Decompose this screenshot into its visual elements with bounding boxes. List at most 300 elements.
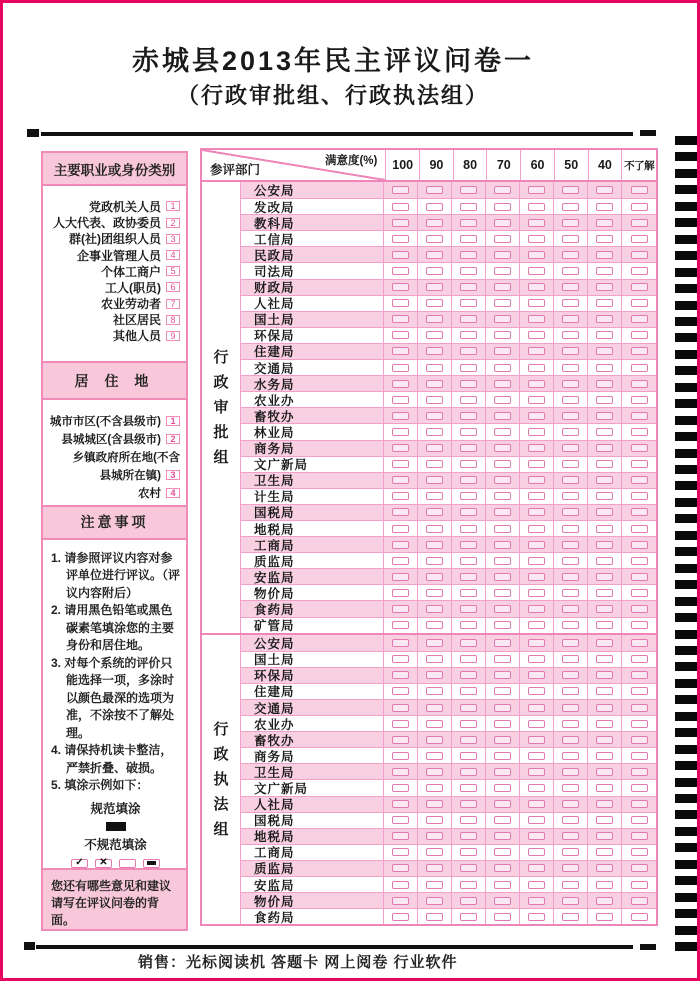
occupation-code-bubble[interactable]: 4 xyxy=(166,250,180,260)
satisfaction-checkbox[interactable] xyxy=(460,396,477,404)
satisfaction-checkbox[interactable] xyxy=(460,864,477,872)
satisfaction-checkbox[interactable] xyxy=(596,864,613,872)
satisfaction-checkbox[interactable] xyxy=(392,283,409,291)
occupation-code-bubble[interactable]: 1 xyxy=(166,201,180,211)
satisfaction-checkbox[interactable] xyxy=(596,573,613,581)
satisfaction-checkbox[interactable] xyxy=(460,331,477,339)
satisfaction-checkbox[interactable] xyxy=(631,299,648,307)
satisfaction-checkbox[interactable] xyxy=(562,235,579,243)
satisfaction-checkbox[interactable] xyxy=(426,219,443,227)
satisfaction-checkbox[interactable] xyxy=(631,573,648,581)
satisfaction-checkbox[interactable] xyxy=(631,621,648,629)
satisfaction-checkbox[interactable] xyxy=(562,444,579,452)
satisfaction-checkbox[interactable] xyxy=(562,251,579,259)
satisfaction-checkbox[interactable] xyxy=(596,186,613,194)
satisfaction-checkbox[interactable] xyxy=(494,541,511,549)
satisfaction-checkbox[interactable] xyxy=(528,283,545,291)
satisfaction-checkbox[interactable] xyxy=(494,621,511,629)
satisfaction-checkbox[interactable] xyxy=(562,428,579,436)
satisfaction-checkbox[interactable] xyxy=(460,704,477,712)
satisfaction-checkbox[interactable] xyxy=(631,283,648,291)
satisfaction-checkbox[interactable] xyxy=(494,476,511,484)
satisfaction-checkbox[interactable] xyxy=(494,283,511,291)
satisfaction-checkbox[interactable] xyxy=(562,396,579,404)
satisfaction-checkbox[interactable] xyxy=(392,655,409,663)
satisfaction-checkbox[interactable] xyxy=(426,283,443,291)
satisfaction-checkbox[interactable] xyxy=(528,508,545,516)
residence-code-bubble[interactable]: 4 xyxy=(166,488,180,498)
satisfaction-checkbox[interactable] xyxy=(528,752,545,760)
satisfaction-checkbox[interactable] xyxy=(528,460,545,468)
satisfaction-checkbox[interactable] xyxy=(392,541,409,549)
satisfaction-checkbox[interactable] xyxy=(426,589,443,597)
satisfaction-checkbox[interactable] xyxy=(528,428,545,436)
satisfaction-checkbox[interactable] xyxy=(426,476,443,484)
satisfaction-checkbox[interactable] xyxy=(562,800,579,808)
satisfaction-checkbox[interactable] xyxy=(562,573,579,581)
satisfaction-checkbox[interactable] xyxy=(631,816,648,824)
satisfaction-checkbox[interactable] xyxy=(426,655,443,663)
satisfaction-checkbox[interactable] xyxy=(562,784,579,792)
satisfaction-checkbox[interactable] xyxy=(392,897,409,905)
satisfaction-checkbox[interactable] xyxy=(460,428,477,436)
satisfaction-checkbox[interactable] xyxy=(460,752,477,760)
satisfaction-checkbox[interactable] xyxy=(426,768,443,776)
satisfaction-checkbox[interactable] xyxy=(562,315,579,323)
satisfaction-checkbox[interactable] xyxy=(528,655,545,663)
satisfaction-checkbox[interactable] xyxy=(562,655,579,663)
satisfaction-checkbox[interactable] xyxy=(631,913,648,921)
satisfaction-checkbox[interactable] xyxy=(631,704,648,712)
satisfaction-checkbox[interactable] xyxy=(528,800,545,808)
satisfaction-checkbox[interactable] xyxy=(460,525,477,533)
satisfaction-checkbox[interactable] xyxy=(528,444,545,452)
satisfaction-checkbox[interactable] xyxy=(528,784,545,792)
satisfaction-checkbox[interactable] xyxy=(562,541,579,549)
satisfaction-checkbox[interactable] xyxy=(494,913,511,921)
satisfaction-checkbox[interactable] xyxy=(426,315,443,323)
satisfaction-checkbox[interactable] xyxy=(494,897,511,905)
satisfaction-checkbox[interactable] xyxy=(596,235,613,243)
satisfaction-checkbox[interactable] xyxy=(562,186,579,194)
satisfaction-checkbox[interactable] xyxy=(494,671,511,679)
satisfaction-checkbox[interactable] xyxy=(392,768,409,776)
satisfaction-checkbox[interactable] xyxy=(562,864,579,872)
satisfaction-checkbox[interactable] xyxy=(460,589,477,597)
satisfaction-checkbox[interactable] xyxy=(562,557,579,565)
satisfaction-checkbox[interactable] xyxy=(596,671,613,679)
satisfaction-checkbox[interactable] xyxy=(392,671,409,679)
satisfaction-checkbox[interactable] xyxy=(460,784,477,792)
satisfaction-checkbox[interactable] xyxy=(528,315,545,323)
residence-code-bubble[interactable]: 2 xyxy=(166,434,180,444)
satisfaction-checkbox[interactable] xyxy=(562,736,579,744)
satisfaction-checkbox[interactable] xyxy=(494,784,511,792)
satisfaction-checkbox[interactable] xyxy=(528,557,545,565)
satisfaction-checkbox[interactable] xyxy=(528,848,545,856)
satisfaction-checkbox[interactable] xyxy=(460,541,477,549)
satisfaction-checkbox[interactable] xyxy=(392,864,409,872)
satisfaction-checkbox[interactable] xyxy=(528,251,545,259)
satisfaction-checkbox[interactable] xyxy=(392,832,409,840)
satisfaction-checkbox[interactable] xyxy=(528,816,545,824)
satisfaction-checkbox[interactable] xyxy=(460,816,477,824)
satisfaction-checkbox[interactable] xyxy=(528,897,545,905)
satisfaction-checkbox[interactable] xyxy=(596,720,613,728)
satisfaction-checkbox[interactable] xyxy=(494,203,511,211)
satisfaction-checkbox[interactable] xyxy=(426,913,443,921)
satisfaction-checkbox[interactable] xyxy=(562,720,579,728)
satisfaction-checkbox[interactable] xyxy=(392,557,409,565)
satisfaction-checkbox[interactable] xyxy=(528,186,545,194)
satisfaction-checkbox[interactable] xyxy=(426,621,443,629)
satisfaction-checkbox[interactable] xyxy=(596,736,613,744)
satisfaction-checkbox[interactable] xyxy=(562,460,579,468)
satisfaction-checkbox[interactable] xyxy=(426,704,443,712)
satisfaction-checkbox[interactable] xyxy=(494,573,511,581)
satisfaction-checkbox[interactable] xyxy=(631,267,648,275)
satisfaction-checkbox[interactable] xyxy=(528,881,545,889)
satisfaction-checkbox[interactable] xyxy=(460,315,477,323)
satisfaction-checkbox[interactable] xyxy=(460,347,477,355)
satisfaction-checkbox[interactable] xyxy=(494,589,511,597)
satisfaction-checkbox[interactable] xyxy=(528,331,545,339)
satisfaction-checkbox[interactable] xyxy=(392,913,409,921)
satisfaction-checkbox[interactable] xyxy=(494,720,511,728)
satisfaction-checkbox[interactable] xyxy=(562,621,579,629)
satisfaction-checkbox[interactable] xyxy=(460,186,477,194)
satisfaction-checkbox[interactable] xyxy=(392,444,409,452)
satisfaction-checkbox[interactable] xyxy=(460,639,477,647)
satisfaction-checkbox[interactable] xyxy=(631,752,648,760)
satisfaction-checkbox[interactable] xyxy=(494,251,511,259)
satisfaction-checkbox[interactable] xyxy=(562,639,579,647)
satisfaction-checkbox[interactable] xyxy=(631,589,648,597)
satisfaction-checkbox[interactable] xyxy=(528,492,545,500)
satisfaction-checkbox[interactable] xyxy=(426,380,443,388)
satisfaction-checkbox[interactable] xyxy=(494,800,511,808)
satisfaction-checkbox[interactable] xyxy=(631,736,648,744)
satisfaction-checkbox[interactable] xyxy=(596,687,613,695)
satisfaction-checkbox[interactable] xyxy=(596,299,613,307)
satisfaction-checkbox[interactable] xyxy=(528,235,545,243)
occupation-code-bubble[interactable]: 8 xyxy=(166,315,180,325)
satisfaction-checkbox[interactable] xyxy=(631,347,648,355)
satisfaction-checkbox[interactable] xyxy=(392,364,409,372)
satisfaction-checkbox[interactable] xyxy=(596,848,613,856)
satisfaction-checkbox[interactable] xyxy=(631,800,648,808)
satisfaction-checkbox[interactable] xyxy=(460,736,477,744)
satisfaction-checkbox[interactable] xyxy=(426,267,443,275)
satisfaction-checkbox[interactable] xyxy=(426,800,443,808)
satisfaction-checkbox[interactable] xyxy=(562,267,579,275)
satisfaction-checkbox[interactable] xyxy=(596,283,613,291)
satisfaction-checkbox[interactable] xyxy=(392,299,409,307)
satisfaction-checkbox[interactable] xyxy=(631,655,648,663)
satisfaction-checkbox[interactable] xyxy=(596,347,613,355)
satisfaction-checkbox[interactable] xyxy=(562,525,579,533)
satisfaction-checkbox[interactable] xyxy=(460,655,477,663)
satisfaction-checkbox[interactable] xyxy=(596,832,613,840)
satisfaction-checkbox[interactable] xyxy=(392,396,409,404)
satisfaction-checkbox[interactable] xyxy=(494,848,511,856)
satisfaction-checkbox[interactable] xyxy=(528,267,545,275)
satisfaction-checkbox[interactable] xyxy=(460,508,477,516)
satisfaction-checkbox[interactable] xyxy=(494,364,511,372)
satisfaction-checkbox[interactable] xyxy=(631,219,648,227)
satisfaction-checkbox[interactable] xyxy=(596,203,613,211)
satisfaction-checkbox[interactable] xyxy=(596,768,613,776)
satisfaction-checkbox[interactable] xyxy=(596,621,613,629)
satisfaction-checkbox[interactable] xyxy=(528,573,545,581)
satisfaction-checkbox[interactable] xyxy=(631,639,648,647)
satisfaction-checkbox[interactable] xyxy=(392,816,409,824)
satisfaction-checkbox[interactable] xyxy=(528,671,545,679)
satisfaction-checkbox[interactable] xyxy=(426,525,443,533)
satisfaction-checkbox[interactable] xyxy=(494,396,511,404)
satisfaction-checkbox[interactable] xyxy=(460,720,477,728)
satisfaction-checkbox[interactable] xyxy=(596,541,613,549)
satisfaction-checkbox[interactable] xyxy=(392,235,409,243)
satisfaction-checkbox[interactable] xyxy=(460,364,477,372)
satisfaction-checkbox[interactable] xyxy=(631,881,648,889)
satisfaction-checkbox[interactable] xyxy=(631,605,648,613)
satisfaction-checkbox[interactable] xyxy=(426,541,443,549)
satisfaction-checkbox[interactable] xyxy=(494,605,511,613)
satisfaction-checkbox[interactable] xyxy=(392,525,409,533)
satisfaction-checkbox[interactable] xyxy=(494,881,511,889)
satisfaction-checkbox[interactable] xyxy=(426,186,443,194)
satisfaction-checkbox[interactable] xyxy=(562,832,579,840)
occupation-code-bubble[interactable]: 5 xyxy=(166,266,180,276)
satisfaction-checkbox[interactable] xyxy=(562,347,579,355)
satisfaction-checkbox[interactable] xyxy=(494,639,511,647)
satisfaction-checkbox[interactable] xyxy=(494,315,511,323)
residence-code-bubble[interactable]: 1 xyxy=(166,416,180,426)
satisfaction-checkbox[interactable] xyxy=(494,832,511,840)
satisfaction-checkbox[interactable] xyxy=(596,784,613,792)
satisfaction-checkbox[interactable] xyxy=(528,736,545,744)
satisfaction-checkbox[interactable] xyxy=(392,315,409,323)
satisfaction-checkbox[interactable] xyxy=(426,347,443,355)
satisfaction-checkbox[interactable] xyxy=(460,492,477,500)
satisfaction-checkbox[interactable] xyxy=(460,573,477,581)
satisfaction-checkbox[interactable] xyxy=(562,605,579,613)
satisfaction-checkbox[interactable] xyxy=(528,704,545,712)
satisfaction-checkbox[interactable] xyxy=(494,525,511,533)
satisfaction-checkbox[interactable] xyxy=(426,331,443,339)
satisfaction-checkbox[interactable] xyxy=(392,848,409,856)
satisfaction-checkbox[interactable] xyxy=(460,267,477,275)
satisfaction-checkbox[interactable] xyxy=(596,444,613,452)
satisfaction-checkbox[interactable] xyxy=(631,492,648,500)
satisfaction-checkbox[interactable] xyxy=(426,364,443,372)
satisfaction-checkbox[interactable] xyxy=(596,881,613,889)
satisfaction-checkbox[interactable] xyxy=(631,460,648,468)
satisfaction-checkbox[interactable] xyxy=(460,235,477,243)
satisfaction-checkbox[interactable] xyxy=(528,768,545,776)
satisfaction-checkbox[interactable] xyxy=(392,203,409,211)
occupation-code-bubble[interactable]: 6 xyxy=(166,282,180,292)
satisfaction-checkbox[interactable] xyxy=(426,460,443,468)
satisfaction-checkbox[interactable] xyxy=(596,380,613,388)
satisfaction-checkbox[interactable] xyxy=(426,299,443,307)
satisfaction-checkbox[interactable] xyxy=(631,444,648,452)
satisfaction-checkbox[interactable] xyxy=(460,203,477,211)
satisfaction-checkbox[interactable] xyxy=(426,444,443,452)
satisfaction-checkbox[interactable] xyxy=(528,832,545,840)
satisfaction-checkbox[interactable] xyxy=(460,800,477,808)
satisfaction-checkbox[interactable] xyxy=(596,655,613,663)
satisfaction-checkbox[interactable] xyxy=(562,219,579,227)
satisfaction-checkbox[interactable] xyxy=(596,251,613,259)
satisfaction-checkbox[interactable] xyxy=(631,541,648,549)
satisfaction-checkbox[interactable] xyxy=(392,720,409,728)
satisfaction-checkbox[interactable] xyxy=(528,412,545,420)
satisfaction-checkbox[interactable] xyxy=(460,768,477,776)
satisfaction-checkbox[interactable] xyxy=(494,428,511,436)
satisfaction-checkbox[interactable] xyxy=(494,492,511,500)
satisfaction-checkbox[interactable] xyxy=(631,380,648,388)
satisfaction-checkbox[interactable] xyxy=(460,671,477,679)
satisfaction-checkbox[interactable] xyxy=(426,203,443,211)
satisfaction-checkbox[interactable] xyxy=(392,251,409,259)
satisfaction-checkbox[interactable] xyxy=(392,347,409,355)
satisfaction-checkbox[interactable] xyxy=(528,299,545,307)
satisfaction-checkbox[interactable] xyxy=(596,752,613,760)
satisfaction-checkbox[interactable] xyxy=(562,380,579,388)
satisfaction-checkbox[interactable] xyxy=(562,704,579,712)
satisfaction-checkbox[interactable] xyxy=(562,768,579,776)
satisfaction-checkbox[interactable] xyxy=(562,848,579,856)
satisfaction-checkbox[interactable] xyxy=(631,428,648,436)
satisfaction-checkbox[interactable] xyxy=(596,428,613,436)
satisfaction-checkbox[interactable] xyxy=(392,752,409,760)
satisfaction-checkbox[interactable] xyxy=(596,476,613,484)
satisfaction-checkbox[interactable] xyxy=(631,557,648,565)
occupation-code-bubble[interactable]: 3 xyxy=(166,234,180,244)
satisfaction-checkbox[interactable] xyxy=(494,460,511,468)
satisfaction-checkbox[interactable] xyxy=(426,428,443,436)
satisfaction-checkbox[interactable] xyxy=(596,331,613,339)
satisfaction-checkbox[interactable] xyxy=(528,380,545,388)
satisfaction-checkbox[interactable] xyxy=(494,380,511,388)
satisfaction-checkbox[interactable] xyxy=(426,396,443,404)
satisfaction-checkbox[interactable] xyxy=(460,848,477,856)
satisfaction-checkbox[interactable] xyxy=(596,364,613,372)
satisfaction-checkbox[interactable] xyxy=(562,476,579,484)
satisfaction-checkbox[interactable] xyxy=(494,704,511,712)
satisfaction-checkbox[interactable] xyxy=(596,557,613,565)
satisfaction-checkbox[interactable] xyxy=(631,364,648,372)
satisfaction-checkbox[interactable] xyxy=(426,671,443,679)
satisfaction-checkbox[interactable] xyxy=(392,331,409,339)
satisfaction-checkbox[interactable] xyxy=(460,460,477,468)
satisfaction-checkbox[interactable] xyxy=(426,235,443,243)
satisfaction-checkbox[interactable] xyxy=(392,589,409,597)
satisfaction-checkbox[interactable] xyxy=(631,687,648,695)
satisfaction-checkbox[interactable] xyxy=(631,671,648,679)
satisfaction-checkbox[interactable] xyxy=(562,508,579,516)
satisfaction-checkbox[interactable] xyxy=(392,412,409,420)
satisfaction-checkbox[interactable] xyxy=(392,267,409,275)
satisfaction-checkbox[interactable] xyxy=(392,881,409,889)
satisfaction-checkbox[interactable] xyxy=(392,508,409,516)
satisfaction-checkbox[interactable] xyxy=(392,639,409,647)
satisfaction-checkbox[interactable] xyxy=(392,186,409,194)
satisfaction-checkbox[interactable] xyxy=(631,412,648,420)
satisfaction-checkbox[interactable] xyxy=(426,784,443,792)
satisfaction-checkbox[interactable] xyxy=(631,203,648,211)
satisfaction-checkbox[interactable] xyxy=(596,492,613,500)
satisfaction-checkbox[interactable] xyxy=(528,364,545,372)
satisfaction-checkbox[interactable] xyxy=(494,557,511,565)
satisfaction-checkbox[interactable] xyxy=(528,219,545,227)
satisfaction-checkbox[interactable] xyxy=(392,573,409,581)
satisfaction-checkbox[interactable] xyxy=(631,864,648,872)
satisfaction-checkbox[interactable] xyxy=(596,605,613,613)
satisfaction-checkbox[interactable] xyxy=(460,913,477,921)
satisfaction-checkbox[interactable] xyxy=(426,605,443,613)
satisfaction-checkbox[interactable] xyxy=(528,605,545,613)
satisfaction-checkbox[interactable] xyxy=(426,832,443,840)
satisfaction-checkbox[interactable] xyxy=(596,525,613,533)
satisfaction-checkbox[interactable] xyxy=(562,671,579,679)
satisfaction-checkbox[interactable] xyxy=(494,347,511,355)
satisfaction-checkbox[interactable] xyxy=(596,460,613,468)
satisfaction-checkbox[interactable] xyxy=(631,848,648,856)
satisfaction-checkbox[interactable] xyxy=(460,219,477,227)
satisfaction-checkbox[interactable] xyxy=(528,396,545,404)
satisfaction-checkbox[interactable] xyxy=(562,897,579,905)
satisfaction-checkbox[interactable] xyxy=(631,784,648,792)
satisfaction-checkbox[interactable] xyxy=(631,331,648,339)
satisfaction-checkbox[interactable] xyxy=(494,768,511,776)
satisfaction-checkbox[interactable] xyxy=(494,444,511,452)
satisfaction-checkbox[interactable] xyxy=(631,476,648,484)
satisfaction-checkbox[interactable] xyxy=(460,605,477,613)
satisfaction-checkbox[interactable] xyxy=(460,299,477,307)
satisfaction-checkbox[interactable] xyxy=(528,720,545,728)
satisfaction-checkbox[interactable] xyxy=(596,704,613,712)
satisfaction-checkbox[interactable] xyxy=(392,476,409,484)
occupation-code-bubble[interactable]: 9 xyxy=(166,331,180,341)
satisfaction-checkbox[interactable] xyxy=(596,267,613,275)
satisfaction-checkbox[interactable] xyxy=(596,396,613,404)
satisfaction-checkbox[interactable] xyxy=(631,897,648,905)
satisfaction-checkbox[interactable] xyxy=(460,557,477,565)
satisfaction-checkbox[interactable] xyxy=(528,913,545,921)
satisfaction-checkbox[interactable] xyxy=(596,219,613,227)
satisfaction-checkbox[interactable] xyxy=(596,508,613,516)
satisfaction-checkbox[interactable] xyxy=(562,412,579,420)
satisfaction-checkbox[interactable] xyxy=(596,913,613,921)
satisfaction-checkbox[interactable] xyxy=(631,235,648,243)
satisfaction-checkbox[interactable] xyxy=(426,897,443,905)
satisfaction-checkbox[interactable] xyxy=(596,897,613,905)
satisfaction-checkbox[interactable] xyxy=(494,412,511,420)
satisfaction-checkbox[interactable] xyxy=(494,219,511,227)
satisfaction-checkbox[interactable] xyxy=(494,331,511,339)
satisfaction-checkbox[interactable] xyxy=(631,832,648,840)
satisfaction-checkbox[interactable] xyxy=(494,864,511,872)
satisfaction-checkbox[interactable] xyxy=(392,605,409,613)
occupation-code-bubble[interactable]: 2 xyxy=(166,218,180,228)
occupation-code-bubble[interactable]: 7 xyxy=(166,299,180,309)
satisfaction-checkbox[interactable] xyxy=(426,816,443,824)
satisfaction-checkbox[interactable] xyxy=(460,380,477,388)
satisfaction-checkbox[interactable] xyxy=(631,525,648,533)
